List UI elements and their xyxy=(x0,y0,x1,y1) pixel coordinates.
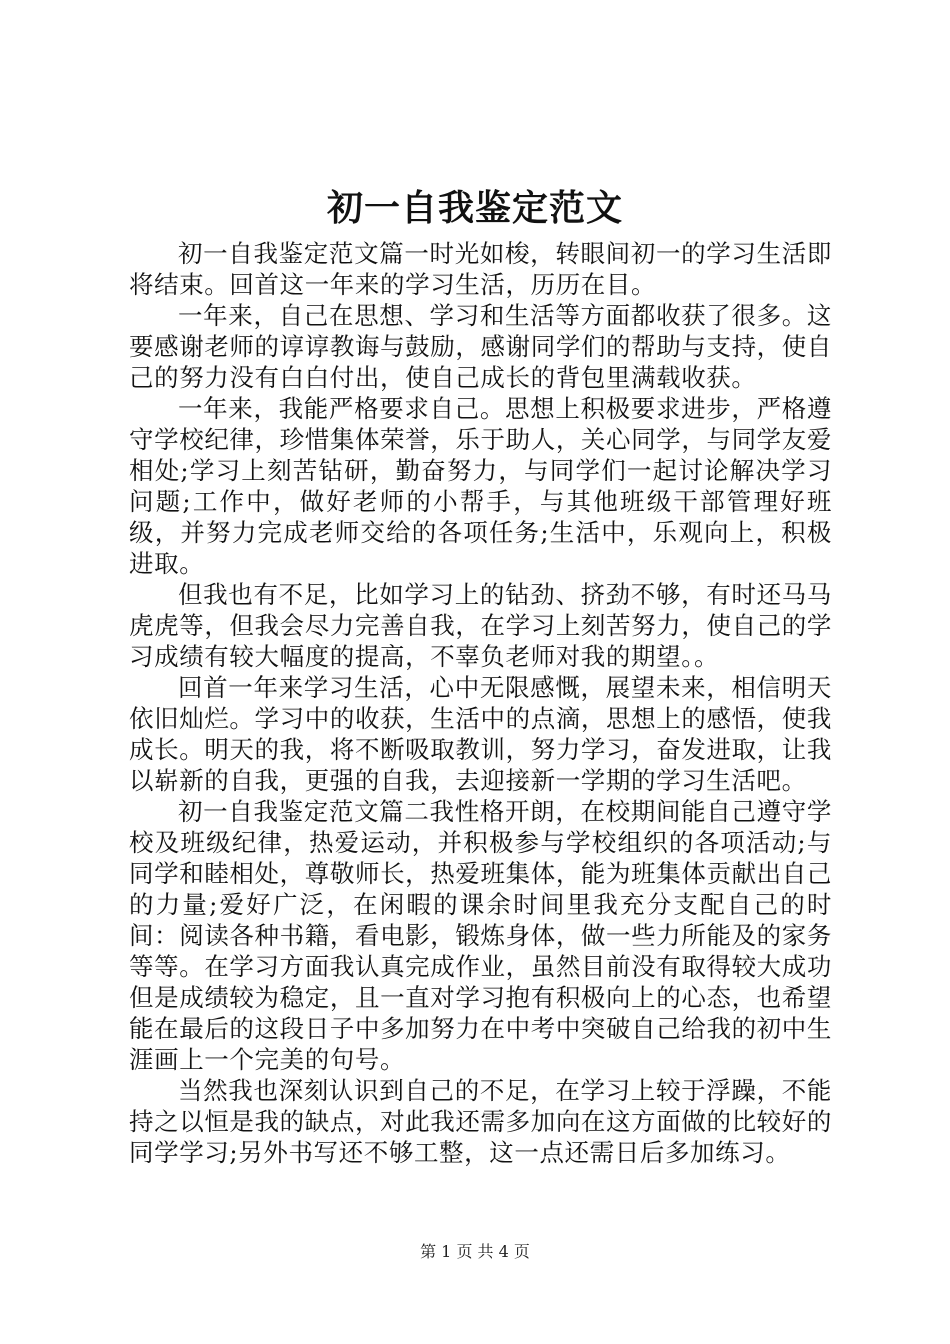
paragraph-4: 但我也有不足，比如学习上的钻劲、挤劲不够，有时还马马虎虎等，但我会尽力完善自我，在学习上刻苦努力，使自己的学习成绩有较大幅度的提高，不辜负老师对我的期望。。 xyxy=(129,580,832,671)
paragraph-3: 一年来，我能严格要求自己。思想上积极要求进步，严格遵守学校纪律，珍惜集体荣誉，乐于助人，关心同学，与同学友爱相处;学习上刻苦钻研，勤奋努力，与同学们一起讨论解决学习问题;工作中，做好老师的小帮手，与其他班级干部管理好班级，并努力完成老师交给的各项任务;生活中，乐观向上，积极进取。 xyxy=(129,394,832,578)
page-footer: 第 1 页 共 4 页 xyxy=(420,1242,530,1261)
page-title: 初一自我鉴定范文 xyxy=(326,187,623,229)
paragraph-6: 初一自我鉴定范文篇二我性格开朗，在校期间能自己遵守学校及班级纪律，热爱运动，并积极参与学校组织的各项活动;与同学和睦相处，尊敬师长，热爱班集体，能为班集体贡献出自己的力量;爱好广泛，在闲暇的课余时间里我充分支配自己的时间：阅读各种书籍，看电影，锻炼身体，做一些力所能及的家务等等。在学习方面我认真完成作业，虽然目前没有取得较大成功但是成绩较为稳定，且一直对学习抱有积极向上的心态，也希望能在最后的这段日子中多加努力在中考中突破自己给我的初中生涯画上一个完美的句号。 xyxy=(129,797,832,1074)
paragraph-7: 当然我也深刻认识到自己的不足，在学习上较于浮躁，不能持之以恒是我的缺点，对此我还需多加向在这方面做的比较好的同学学习;另外书写还不够工整，这一点还需日后多加练习。 xyxy=(129,1076,832,1167)
document-body xyxy=(129,238,832,1168)
paragraph-5: 回首一年来学习生活，心中无限感慨，展望未来，相信明天依旧灿烂。学习中的收获，生活中的点滴，思想上的感悟，使我成长。明天的我，将不断吸取教训，努力学习，奋发进取，让我以崭新的自我，更强的自我，去迎接新一学期的学习生活吧。 xyxy=(129,673,832,795)
paragraph-2: 一年来，自己在思想、学习和生活等方面都收获了很多。这要感谢老师的谆谆教诲与鼓励，感谢同学们的帮助与支持，使自己的努力没有白白付出，使自己成长的背包里满载收获。 xyxy=(129,301,832,392)
paragraph-1: 初一自我鉴定范文篇一时光如梭，转眼间初一的学习生活即将结束。回首这一年来的学习生活，历历在目。 xyxy=(129,239,832,299)
